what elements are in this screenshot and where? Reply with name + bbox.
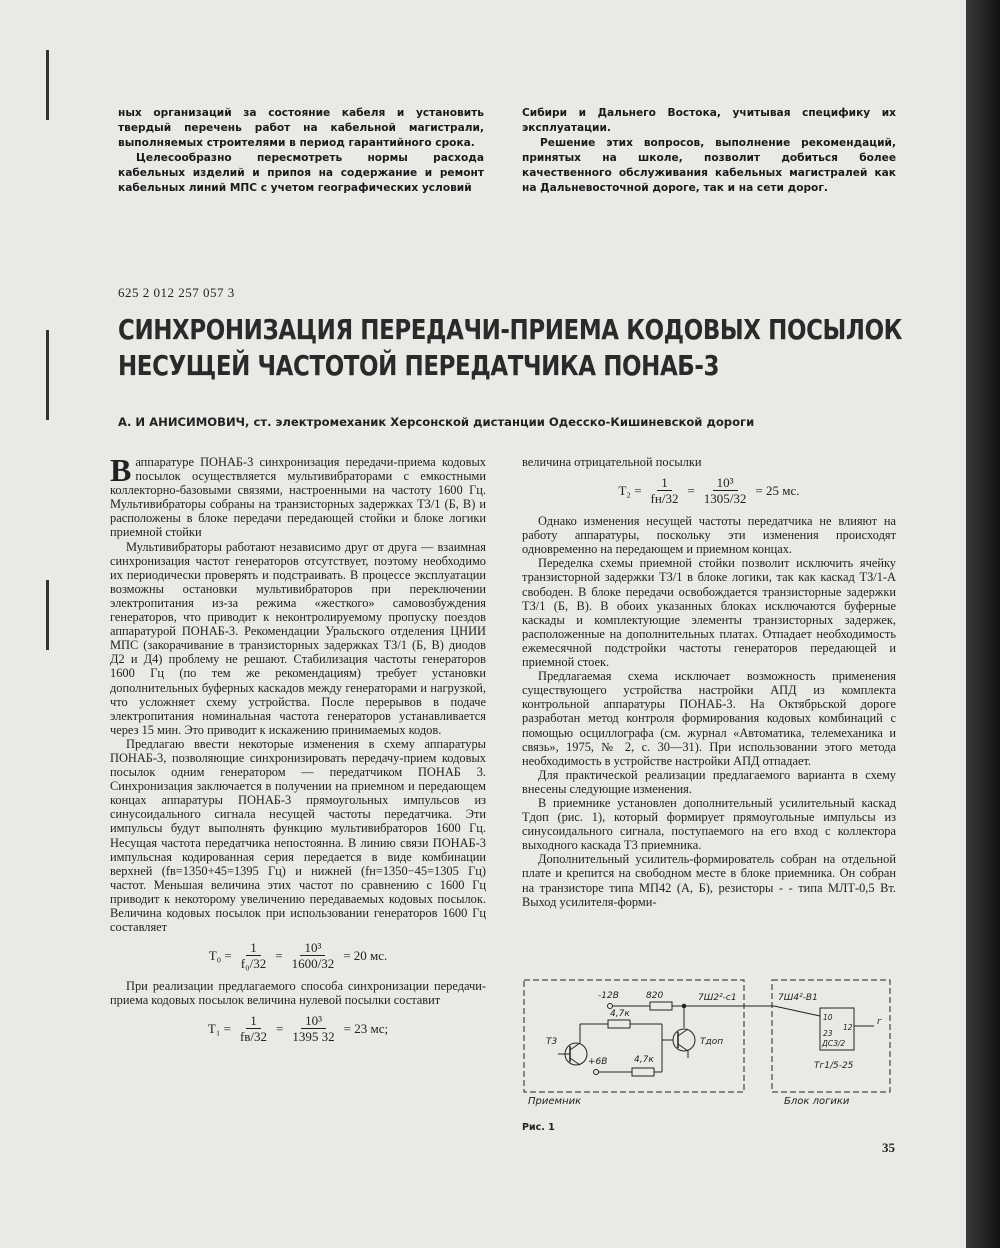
numerator: 1 bbox=[246, 940, 261, 956]
label-pin-g: г bbox=[877, 1017, 882, 1027]
fraction bbox=[236, 1013, 271, 1044]
numerator: 1 bbox=[657, 475, 672, 491]
numerator: 10³ bbox=[300, 940, 325, 956]
terminal-node bbox=[594, 1070, 599, 1075]
fraction bbox=[288, 1013, 338, 1044]
paragraph: величина отрицательной посылки bbox=[522, 455, 702, 469]
scan-mark bbox=[46, 50, 49, 120]
fraction bbox=[700, 475, 751, 506]
label-pin12: 12 bbox=[843, 1023, 853, 1032]
numerator: 10³ bbox=[301, 1013, 326, 1029]
denominator: fн/32 bbox=[650, 491, 679, 507]
resistor-4-7k bbox=[608, 1020, 630, 1028]
equals: = bbox=[275, 947, 283, 963]
paragraph: Целесообразно пересмотреть нормы расхода кабельных изделий и припоя на содержание и ремонт кабельных линий МПС с учетом географических условий bbox=[118, 152, 484, 194]
paragraph: ных организаций за состояние кабеля и установить твердый перечень работ на кабельной магистрали, выполняемых строителями в период гарантийного срока. bbox=[118, 107, 484, 149]
equals: = bbox=[276, 1020, 284, 1036]
denominator: 1600/32 bbox=[291, 956, 335, 972]
label-receiver: Приемник bbox=[528, 1096, 582, 1106]
label-r-820: 820 bbox=[646, 991, 664, 1001]
udc-code: 625 2 012 257 057 3 bbox=[118, 285, 235, 300]
label-connector-in: 7Ш4²-В1 bbox=[778, 993, 818, 1003]
label-connector-out: 7Ш2²-с1 bbox=[698, 993, 737, 1003]
junction bbox=[682, 1004, 686, 1008]
fraction bbox=[647, 475, 683, 506]
paragraph-text: аппаратуре ПОНАБ-3 синхронизация передачи-приема кодовых посылок осуществляется мультивибраторами с емкостными коллекторно-базовыми связями, настроенными на частоту 1600 Гц. Мультивибраторы собраны на транзисторных задержках ТЗ/1 (Б, В) и расположены в блоке передачи передающей стойки и блоке логики приемной стойки bbox=[110, 455, 486, 540]
article-column-right bbox=[522, 455, 896, 909]
denominator: 1395 32 bbox=[292, 1029, 335, 1045]
eq-rhs: = 25 мс. bbox=[755, 482, 800, 498]
drop-cap: В bbox=[110, 452, 132, 488]
scan-mark bbox=[46, 580, 49, 650]
title-line: СИНХРОНИЗАЦИЯ ПЕРЕДАЧИ-ПРИЕМА КОДОВЫХ ПОСЫЛОК bbox=[118, 313, 903, 346]
resistor-820 bbox=[650, 1002, 672, 1010]
paragraph: В приемнике установлен дополнительный усилительный каскад Тдоп (рис. 1), который формирует прямоугольные импульсы из синусоидального сигнала, поступаемого на его вход с коллектора выходного каскада Т3 приемника. bbox=[522, 795, 896, 853]
label-logic-block: Блок логики bbox=[784, 1096, 850, 1106]
paragraph: Для практической реализации предлагаемого варианта в схему внесены следующие изменения. bbox=[522, 767, 896, 796]
article-column-left bbox=[110, 452, 486, 1052]
resistor-4-7k-2 bbox=[632, 1068, 654, 1076]
prev-article-right-column bbox=[522, 106, 896, 196]
paragraph: Сибири и Дальнего Востока, учитывая специфику их эксплуатации. bbox=[522, 107, 896, 134]
eq-rhs: = 20 мс. bbox=[343, 947, 388, 963]
equation-t1 bbox=[110, 1013, 486, 1044]
eq-lhs: T₀ = bbox=[208, 947, 232, 963]
paragraph: При реализации предлагаемого способа синхронизации передачи-приема кодовых посылок величина нулевой посылки составит bbox=[110, 979, 486, 1008]
denominator: 1305/32 bbox=[703, 491, 747, 507]
paragraph: Мультивибраторы работают независимо друг от друга — взаимная синхронизация частот генераторов отсутствует, поэтому необходимо их периодически проверять и подстраивать. В процессе эксплуатации возможны остановки мультивибраторов при переключении электропитания из-за режима «жесткого» самовозбуждения генераторов, что приводит к неконтролируемому пропуску поездов аппаратурой ПОНАБ-3. Рекомендации Уральского отделения ЦНИИ МПС (закорачивание в транзисторных задержках ТЗ/1 (Б, В) диодов Д2 и Д4) проблему не решают. Стабилизация частоты генераторов 1600 Гц (по тем же рекомендациям) требует установки дополнительных буферных каскадов между генераторами и нагрузкой, что усложняет схему устройства. После перерывов в подаче электропитания номинальная частота генераторов устанавливается через 15 мин. Это приводит к искажению принимаемых кодов. bbox=[110, 539, 486, 737]
numerator: 1 bbox=[246, 1013, 261, 1029]
title-line: НЕСУЩЕЙ ЧАСТОТОЙ ПЕРЕДАТЧИКА ПОНАБ-3 bbox=[118, 349, 720, 382]
label-chip: ДСЗ/2 bbox=[822, 1039, 846, 1048]
label-v-neg: -12В bbox=[598, 991, 619, 1001]
paragraph: Предлагаю ввести некоторые изменения в схему аппаратуры ПОНАБ-3, позволяющие синхронизировать передачу-прием кодовых посылок одним генератором — передатчиком ПОНАБ 3. Синхронизация заключается в получении на приемном и передающем концах аппаратуры ПОНАБ-3 прямоугольных импульсов из синусоидального сигнала несущей частоты передатчика. Эти импульсы будут выполнять функцию мультивибраторов 1600 Гц. Несущая частота передатчика непостоянна. В линию связи ПОНАБ-3 импульсная кодированная серия передается в виде комбинации верхней (fв=1350+45=1395 Гц) и нижней (fн=1350−45=1305 Гц) частот. Меньшая величина этих частот по сравнению с 1600 Гц приводит к некоторому увеличению передаваемых кодовых посылок. Величина кодовых посылок при использовании генераторов 1600 Гц составляет bbox=[110, 736, 486, 935]
figure-caption: Рис. 1 bbox=[522, 1122, 555, 1133]
label-tg: Тг1/5-25 bbox=[814, 1061, 854, 1071]
denominator: fв/32 bbox=[239, 1029, 268, 1045]
label-t3: Т3 bbox=[546, 1037, 558, 1047]
paragraph: Однако изменения несущей частоты передатчика не влияют на работу аппаратуры, поскольку эти изменения происходят одновременно на передающем и приемном концах. bbox=[522, 514, 896, 557]
article-title bbox=[118, 312, 903, 384]
equation-t2 bbox=[522, 475, 896, 506]
equals: = bbox=[687, 482, 695, 498]
denominator: f₀/32 bbox=[240, 956, 267, 972]
paragraph bbox=[110, 452, 486, 540]
label-v-pos: +6В bbox=[588, 1057, 608, 1067]
paragraph: Дополнительный усилитель-формирователь собран на отдельной плате и крепится на свободном месте в блоке приемника. Он собран на транзисторе типа МП42 (А, Б), резисторы - - типа МЛТ-0,5 Вт. Выход усилителя-форми- bbox=[522, 852, 896, 909]
label-tdop: Тдоп bbox=[700, 1037, 724, 1047]
paragraph: Предлагаемая схема исключает возможность применения существующего устройства настройки АПД из комплекта контрольной аппаратуры ПОНАБ-3. На Октябрьской дороге разработан метод контроля формирования кодовых комбинаций с помощью осциллографа (см. журнал «Автоматика, телемеханика и связь», 1975, № 2, с. 30—31). При использовании этого метода необходимость в устройстве настройки АПД отпадает. bbox=[522, 669, 896, 768]
label-pin10: 10 bbox=[823, 1013, 833, 1022]
label-pin23: 23 bbox=[823, 1029, 833, 1038]
paragraph: Переделка схемы приемной стойки позволит исключить ячейку транзисторной задержки ТЗ/1 в блоке логики, так как каскад ТЗ/1-А свободен. В блоке передачи освобождается транзисторные задержки ТЗ/1 (Б, В). В обоих указанных блоках исключаются буферные каскады и комплектующие элементы транзисторных задержек, расположенные на дополнительных платах. Отпадает необходимость ежемесячной подстройки частоты генераторов передающей и приемной стоек. bbox=[522, 556, 896, 670]
circuit-diagram bbox=[522, 978, 894, 1106]
fraction bbox=[237, 940, 270, 971]
eq-lhs: T₁ = bbox=[207, 1020, 231, 1036]
terminal-node bbox=[608, 1004, 613, 1009]
eq-rhs: = 23 мс; bbox=[343, 1020, 389, 1036]
paragraph: Решение этих вопросов, выполнение рекомендаций, принятых на школе, позволит добиться более качественного обслуживания кабельных магистралей как на Дальневосточной дороге, так и на сети дорог. bbox=[522, 137, 896, 194]
scan-mark bbox=[46, 330, 49, 420]
wire bbox=[774, 1006, 820, 1016]
equation-t0 bbox=[110, 940, 486, 971]
prev-article-left-column bbox=[118, 106, 484, 196]
fraction bbox=[288, 940, 339, 971]
eq-lhs: T₂ = bbox=[618, 482, 642, 498]
author-line: А. И АНИСИМОВИЧ, ст. электромеханик Херсонской дистанции Одесско-Кишиневской дороги bbox=[118, 415, 755, 429]
scan-edge bbox=[966, 0, 1000, 1248]
numerator: 10³ bbox=[713, 475, 738, 491]
label-r2: 4,7к bbox=[634, 1055, 654, 1065]
page-number: 35 bbox=[882, 1140, 895, 1155]
label-r1: 4,7к bbox=[610, 1009, 630, 1019]
